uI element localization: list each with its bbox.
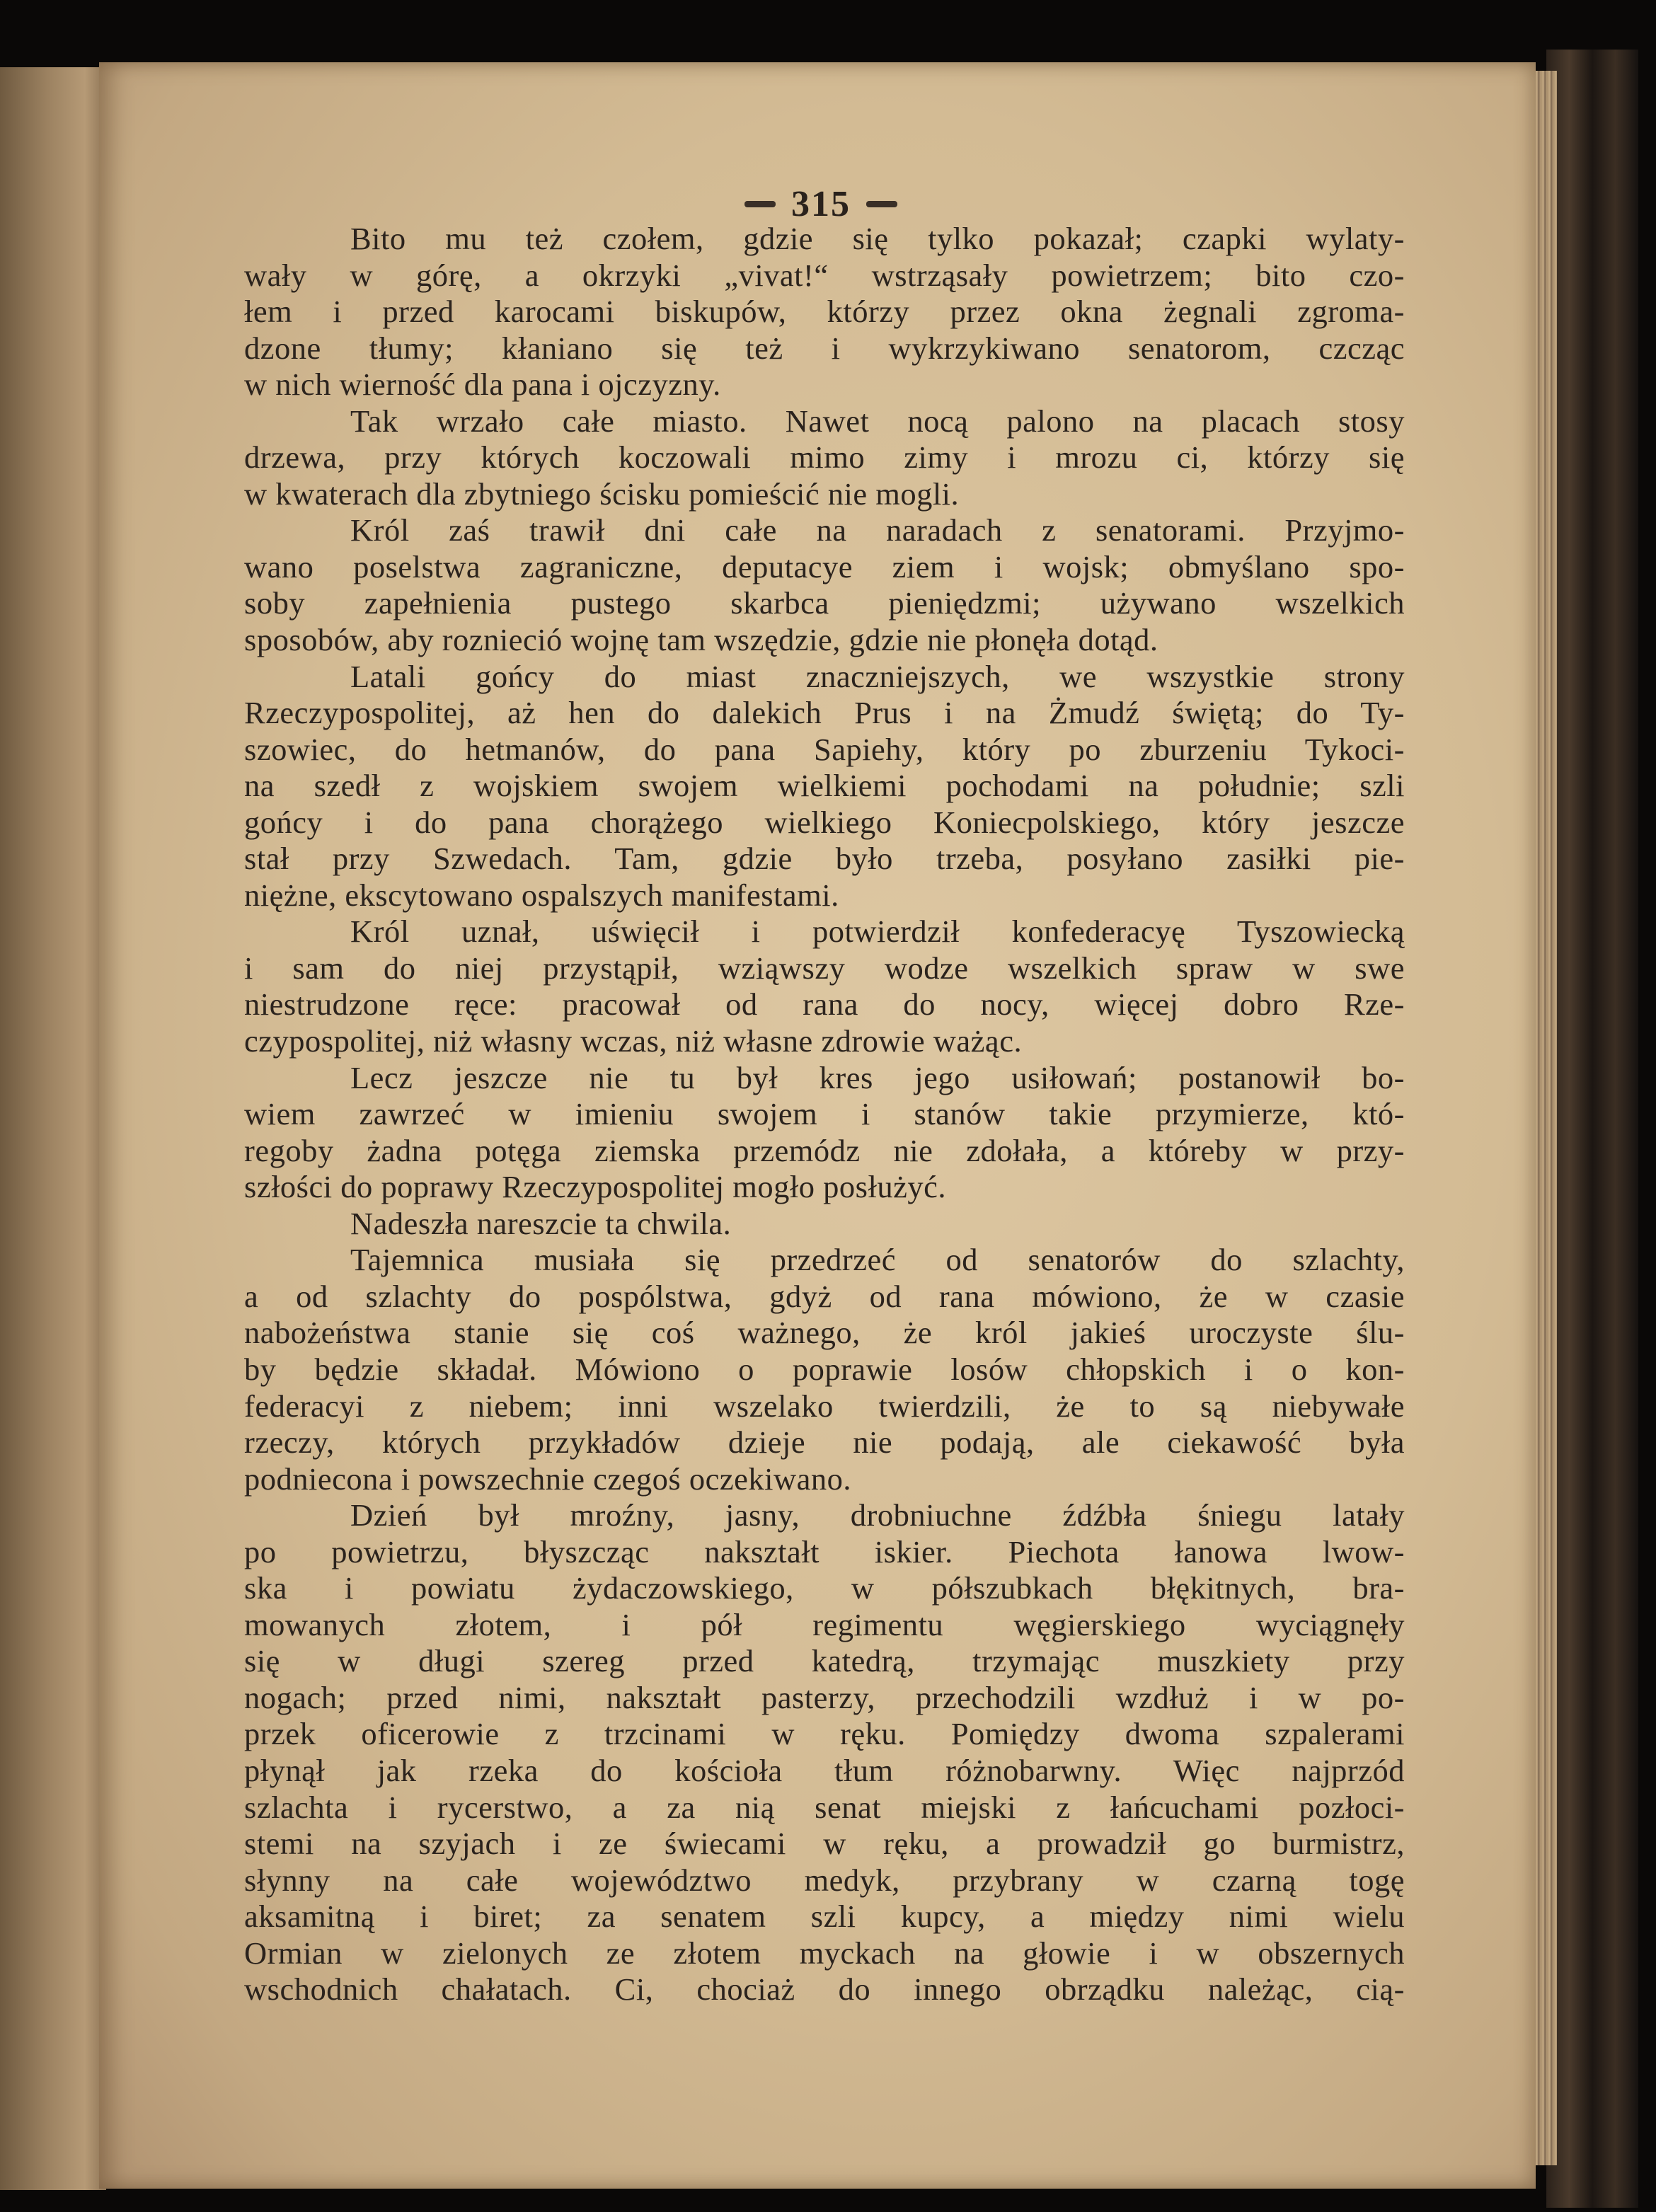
text-line: płynął jak rzeka do kościoła tłum różnobarwny. Więc najprzód (244, 1752, 1405, 1788)
text-line: podniecona i powszechnie czegoś oczekiwano. (244, 1461, 852, 1497)
book-cover-edge (1546, 50, 1638, 2208)
text-line: Rzeczypospolitej, aż hen do dalekich Prus i na Żmudź świętą; do Ty- (244, 695, 1405, 731)
text-line: Dzień był mroźny, jasny, drobniuchne źdźbła śniegu latały (350, 1497, 1405, 1533)
text-line: a od szlachty do pospólstwa, gdyż od rana mówiono, że w czasie (244, 1278, 1405, 1314)
text-line: Nadeszła nareszcie ta chwila. (350, 1205, 732, 1241)
text-line: Tajemnica musiała się przedrzeć od senatorów do szlachty, (350, 1242, 1405, 1278)
text-line: dzone tłumy; kłaniano się też i wykrzykiwano senatorom, czcząc (244, 330, 1405, 366)
text-line: stał przy Szwedach. Tam, gdzie było trzeba, posyłano zasiłki pie- (244, 841, 1405, 877)
text-line: drzewa, przy których koczowali mimo zimy i mrozu ci, którzy się (244, 439, 1405, 476)
text-line: wały w górę, a okrzyki „vivat!“ wstrząsały powietrzem; bito czo- (244, 257, 1405, 293)
text-line: nogach; przed nimi, nakształt pasterzy, przechodzili wzdłuż i w po- (244, 1679, 1405, 1715)
text-line: wano poselstwa zagraniczne, deputacye ziem i wojsk; obmyślano spo- (244, 548, 1405, 584)
text-line: gońcy i do pana chorążego wielkiego Koniecpolskiego, który jeszcze (244, 804, 1405, 840)
text-line: po powietrzu, błyszcząc nakształt iskier. Piechota łanowa lwow- (244, 1533, 1405, 1569)
header-dash-left (744, 201, 776, 207)
text-line: federacyi z niebem; inni wszelako twierdzili, że to są niebywałe (244, 1388, 1405, 1424)
previous-page-edge (0, 67, 106, 2190)
text-line: Latali gońcy do miast znaczniejszych, we wszystkie strony (350, 658, 1405, 694)
text-line: słynny na całe województwo medyk, przybrany w czarną togę (244, 1862, 1405, 1898)
text-line: szowiec, do hetmanów, do pana Sapiehy, który po zburzeniu Tykoci- (244, 731, 1405, 767)
text-line: łem i przed karocami biskupów, którzy przez okna żegnali zgroma- (244, 294, 1405, 330)
text-line: wiem zawrzeć w imieniu swojem i stanów takie przymierze, któ- (244, 1096, 1405, 1132)
text-line: ska i powiatu żydaczowskiego, w półszubkach błękitnych, bra- (244, 1570, 1405, 1606)
text-line: na szedł z wojskiem swojem wielkiemi pochodami na południe; szli (244, 768, 1405, 804)
text-line: by będzie składał. Mówiono o poprawie losów chłopskich i o kon- (244, 1351, 1405, 1387)
text-line: Król uznał, uświęcił i potwierdził konfederacyę Tyszowiecką (350, 914, 1405, 950)
text-line: mowanych złotem, i pół regimentu węgierskiego wyciągnęły (244, 1606, 1405, 1642)
text-line: niężne, ekscytowano ospalszych manifestami. (244, 877, 839, 913)
text-line: się w długi szereg przed katedrą, trzymając muszkiety przy (244, 1643, 1405, 1679)
text-line: czypospolitej, niż własny wczas, niż własne zdrowie ważąc. (244, 1023, 1023, 1059)
page-number: 315 (791, 183, 851, 224)
text-line: Tak wrzało całe miasto. Nawet nocą palono na placach stosy (350, 403, 1405, 439)
text-line: nabożeństwa stanie się coś ważnego, że król jakieś uroczyste ślu- (244, 1315, 1405, 1351)
text-line: sposobów, aby roznieció wojnę tam wszędzie, gdzie nie płonęła dotąd. (244, 622, 1158, 658)
text-line: w kwaterach dla zbytniego ścisku pomieścić nie mogli. (244, 476, 960, 512)
text-line: Ormian w zielonych ze złotem myckach na głowie i w obszernych (244, 1935, 1405, 1971)
text-line: soby zapełnienia pustego skarbca pieniędzmi; używano wszelkich (244, 585, 1405, 621)
text-line: Lecz jeszcze nie tu był kres jego usiłowań; postanowił bo- (350, 1059, 1405, 1095)
text-line: wschodnich chałatach. Ci, chociaż do innego obrządku należąc, cią- (244, 1971, 1405, 2007)
text-line: rzeczy, których przykładów dzieje nie podają, ale ciekawość była (244, 1424, 1405, 1461)
text-line: Bito mu też czołem, gdzie się tylko pokazał; czapki wylaty- (350, 221, 1405, 256)
text-line: przek oficerowie z trzcinami w ręku. Pomiędzy dwoma szpalerami (244, 1716, 1405, 1752)
header-dash-right (866, 201, 897, 207)
body-text (244, 221, 1405, 2008)
text-line: szłości do poprawy Rzeczypospolitej mogło posłużyć. (244, 1169, 946, 1205)
text-line: Król zaś trawił dni całe na naradach z senatorami. Przyjmo- (350, 512, 1405, 548)
text-line: niestrudzone ręce: pracował od rana do nocy, więcej dobro Rze- (244, 986, 1405, 1023)
text-line: szlachta i rycerstwo, a za nią senat miejski z łańcuchami pozłoci- (244, 1789, 1405, 1825)
text-line: aksamitną i biret; za senatem szli kupcy, a między nimi wielu (244, 1899, 1405, 1935)
text-line: regoby żadna potęga ziemska przemódz nie zdołała, a któreby w przy- (244, 1132, 1405, 1168)
text-line: stemi na szyjach i ze świecami w ręku, a prowadził go burmistrz, (244, 1826, 1405, 1862)
text-line: i sam do niej przystąpił, wziąwszy wodze wszelkich spraw w swe (244, 950, 1405, 986)
text-line: w nich wierność dla pana i ojczyzny. (244, 367, 721, 403)
